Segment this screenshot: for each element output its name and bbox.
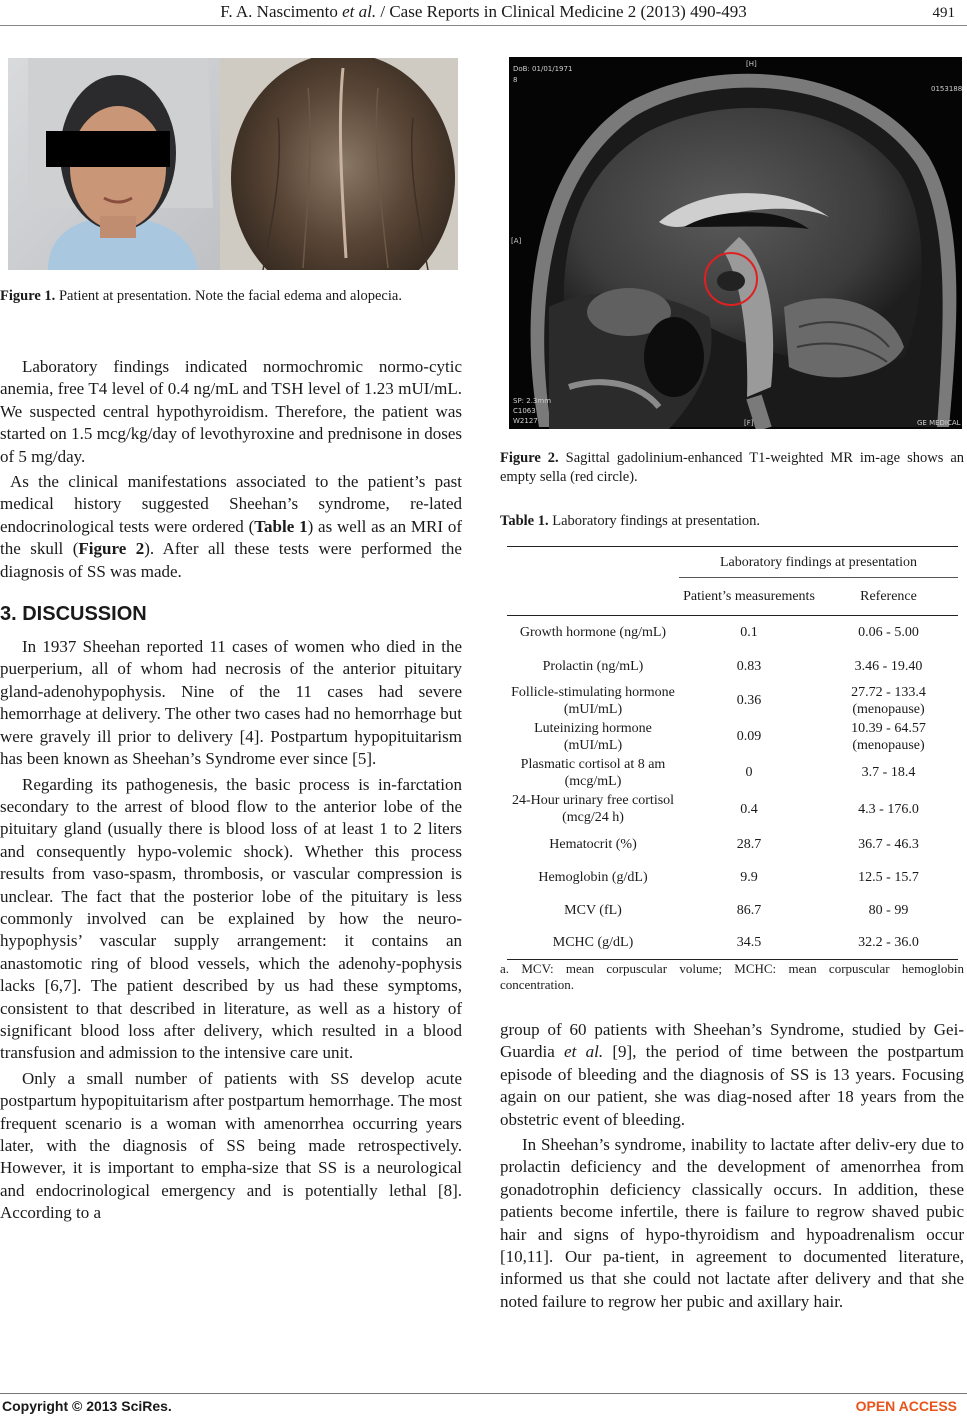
- patient-value: 28.7: [736, 836, 762, 852]
- row-label: MCHC (g/dL): [552, 935, 634, 951]
- mri-label-vendor: GE MEDICAL: [917, 419, 961, 427]
- paragraph: Laboratory findings indicated normochromic normo-cytic anemia, free T4 level of 0.4 ng/mL and TSH level of 1.23 mUI/mL. We suspected central hypothyroidism. Therefore, the patient was started on 1.5 mcg/kg/day of levothyroxine and prednisone in doses of 5 mg/day.: [0, 357, 462, 466]
- copyright-notice: Copyright © 2013 SciRes.: [2, 1398, 172, 1414]
- reference-range: 4.3 - 176.0: [858, 801, 919, 817]
- paragraph: group of 60 patients with Sheehan’s Syndrome, studied by Gei-Guardia et al. [9], the period of time between the postpartum episode of bleeding and the diagnosis of SS is 13 years. Focusing again on our patient, she was diag-nosed after 18 years from the obstetric event of bleeding.: [500, 1020, 964, 1129]
- page-number: 491: [932, 5, 955, 21]
- patient-value: 0.09: [736, 729, 762, 744]
- mri-label-sp: SP: 2.3mm: [513, 397, 552, 405]
- table-row: [507, 828, 958, 861]
- patient-value: 34.5: [736, 935, 762, 951]
- row-label: Growth hormone (ng/mL): [519, 625, 667, 641]
- row-label: Hematocrit (%): [549, 836, 637, 852]
- header-divider: [0, 25, 967, 26]
- mri-label-c: C1063: [513, 407, 536, 415]
- table-row: [507, 683, 958, 719]
- patient-value: 0.1: [740, 625, 758, 641]
- running-header: [0, 2, 967, 24]
- table-row: [507, 719, 958, 755]
- reference-range: 3.46 - 19.40: [854, 658, 923, 674]
- mri-label-w: W2127: [513, 417, 538, 425]
- table-1-caption: Table 1. Laboratory findings at presentation.: [500, 513, 761, 529]
- table-row: [507, 650, 958, 683]
- table-1-reference: Table 1: [254, 516, 308, 536]
- row-label: 24-Hour urinary free cortisol (mcg/24 h): [511, 793, 675, 825]
- redaction-bar: [46, 131, 170, 167]
- section-heading: 3. DISCUSSION: [0, 603, 147, 626]
- patient-value: 0.83: [736, 658, 762, 674]
- running-title: F. A. Nascimento et al. / Case Reports in Clinical Medicine 2 (2013) 490-493: [220, 2, 747, 21]
- table-row: [507, 894, 958, 927]
- table-1: [507, 546, 958, 960]
- patient-value: 0.4: [740, 801, 758, 817]
- table-row: [507, 755, 958, 791]
- table-row: [507, 861, 958, 894]
- mri-label-dob: DoB: 01/01/1971: [513, 65, 573, 73]
- reference-range: 10.39 - 64.57 (menopause): [851, 720, 926, 753]
- row-label: Hemoglobin (g/dL): [538, 869, 648, 885]
- table-row: [507, 927, 958, 960]
- table-row: [507, 616, 958, 650]
- row-label: Plasmatic cortisol at 8 am (mcg/mL): [520, 756, 666, 789]
- table-row: [507, 791, 958, 828]
- patient-value: 9.9: [740, 869, 758, 885]
- patient-value: 0: [745, 765, 753, 780]
- footer-divider: [0, 1393, 967, 1394]
- figure-1-photo: [8, 58, 458, 270]
- table-footnote: a. MCV: mean corpuscular volume; MCHC: mean corpuscular hemoglobin concentration.: [500, 961, 964, 992]
- left-column-text: [0, 356, 462, 1225]
- reference-range: 80 - 99: [868, 902, 909, 918]
- reference-range: 3.7 - 18.4: [861, 765, 916, 780]
- mri-label-anterior: [A]: [511, 237, 522, 245]
- mri-label-id: 0153188: [931, 85, 962, 93]
- reference-range: 27.72 - 133.4 (menopause): [851, 684, 926, 717]
- patient-value: 86.7: [736, 902, 762, 918]
- reference-range: 32.2 - 36.0: [858, 935, 919, 951]
- figure-2-reference: Figure 2: [78, 539, 145, 559]
- mri-label-slice: 8: [513, 76, 518, 84]
- patient-photos: [8, 58, 458, 270]
- lab-table: [507, 546, 958, 960]
- column-header-reference: Reference: [860, 589, 917, 604]
- paragraph: In Sheehan’s syndrome, inability to lactate after deliv-ery due to prolactin deficiency and the development of amenorrhea from gonadotrophin deficiency classically occurs. In addition, these patients become infertile, there is failure to regrow shaved pubic hair and signs of hypo-thyroidism and hypoadrenalism occur [10,11]. Our pa-tient, in agreement to documented literature, informed us that she could not lactate after delivery and that she noted failure to regrow her pubic and axillary hair.: [500, 1135, 964, 1311]
- reference-range: 0.06 - 5.00: [858, 625, 919, 641]
- table-group-header: Laboratory findings at presentation: [679, 547, 958, 578]
- open-access-badge: OPEN ACCESS: [855, 1398, 957, 1414]
- row-label: MCV (fL): [564, 902, 622, 918]
- paragraph: Only a small number of patients with SS develop acute postpartum hypopituitarism after postpartum hemorrhage. The most frequent scenario is a woman with amenorrhea occurring years later, with the diagnosis of SS being made retrospectively. However, it is important to empha-size that SS is a neurological and endocrinological emergency and is potentially lethal [8]. According to a: [0, 1068, 462, 1223]
- reference-range: 12.5 - 15.7: [858, 869, 919, 885]
- paragraph: As the clinical manifestations associated to the patient’s past medical history suggested Sheehan’s syndrome, re-lated endocrinological tests were ordered (Table 1) as well as an MRI of the skull (Figure 2). After all these tests were performed the diagnosis of SS was made.: [0, 472, 462, 581]
- row-label: Prolactin (ng/mL): [542, 658, 644, 674]
- row-label: Luteinizing hormone (mUI/mL): [534, 720, 652, 753]
- column-header-patient: Patient’s measurements: [683, 589, 815, 604]
- mri-image: [509, 57, 962, 429]
- figure-1-caption: Figure 1. Patient at presentation. Note the facial edema and alopecia.: [0, 288, 402, 304]
- paragraph: Regarding its pathogenesis, the basic process is in-farctation secondary to the arrest of blood flow to the anterior lobe of the pituitary gland (usually there is blood loss of at least 1 to 2 liters and consequently hypo-volemic shock). Whether this process results from vaso-spasm, thrombosis, or vascular compression is unclear. The fact that the posterior lobe of the pituitary is less commonly involved can be explained by how the neuro-hypophysis’ vascular supply arrangement: it contains an anastomotic ring of blood vessels, which the adenohy-pophysis lacks [6,7]. The patient described by us had these symptoms, consistent to that described in literature, as well as a history of significant blood loss after delivery, which resulted in a blood transfusion and admission to the intensive care unit.: [0, 774, 462, 1063]
- mri-label-foot: [F]: [744, 419, 754, 427]
- figure-2-caption: Figure 2. Sagittal gadolinium-enhanced T1-weighted MR im-age shows an empty sella (red circle).: [500, 450, 965, 485]
- figure-2-mri: [509, 57, 962, 429]
- mri-label-head: [H]: [746, 60, 757, 68]
- right-column-text: [500, 1019, 964, 1313]
- paragraph: In 1937 Sheehan reported 11 cases of women who died in the puerperium, all of whom had necrosis of the anterior pituitary gland-adenohypophysis. Nine of the 11 cases had severe hemorrhage at delivery. The other two cases had no hemorrhage but were gravely ill prior to delivery [4]. Postpartum hypopituitarism has been known as Sheehan’s Syndrome ever since [5].: [0, 637, 462, 769]
- reference-range: 36.7 - 46.3: [858, 836, 919, 852]
- row-label: Follicle-stimulating hormone (mUI/mL): [511, 684, 675, 717]
- patient-value: 0.36: [736, 693, 762, 708]
